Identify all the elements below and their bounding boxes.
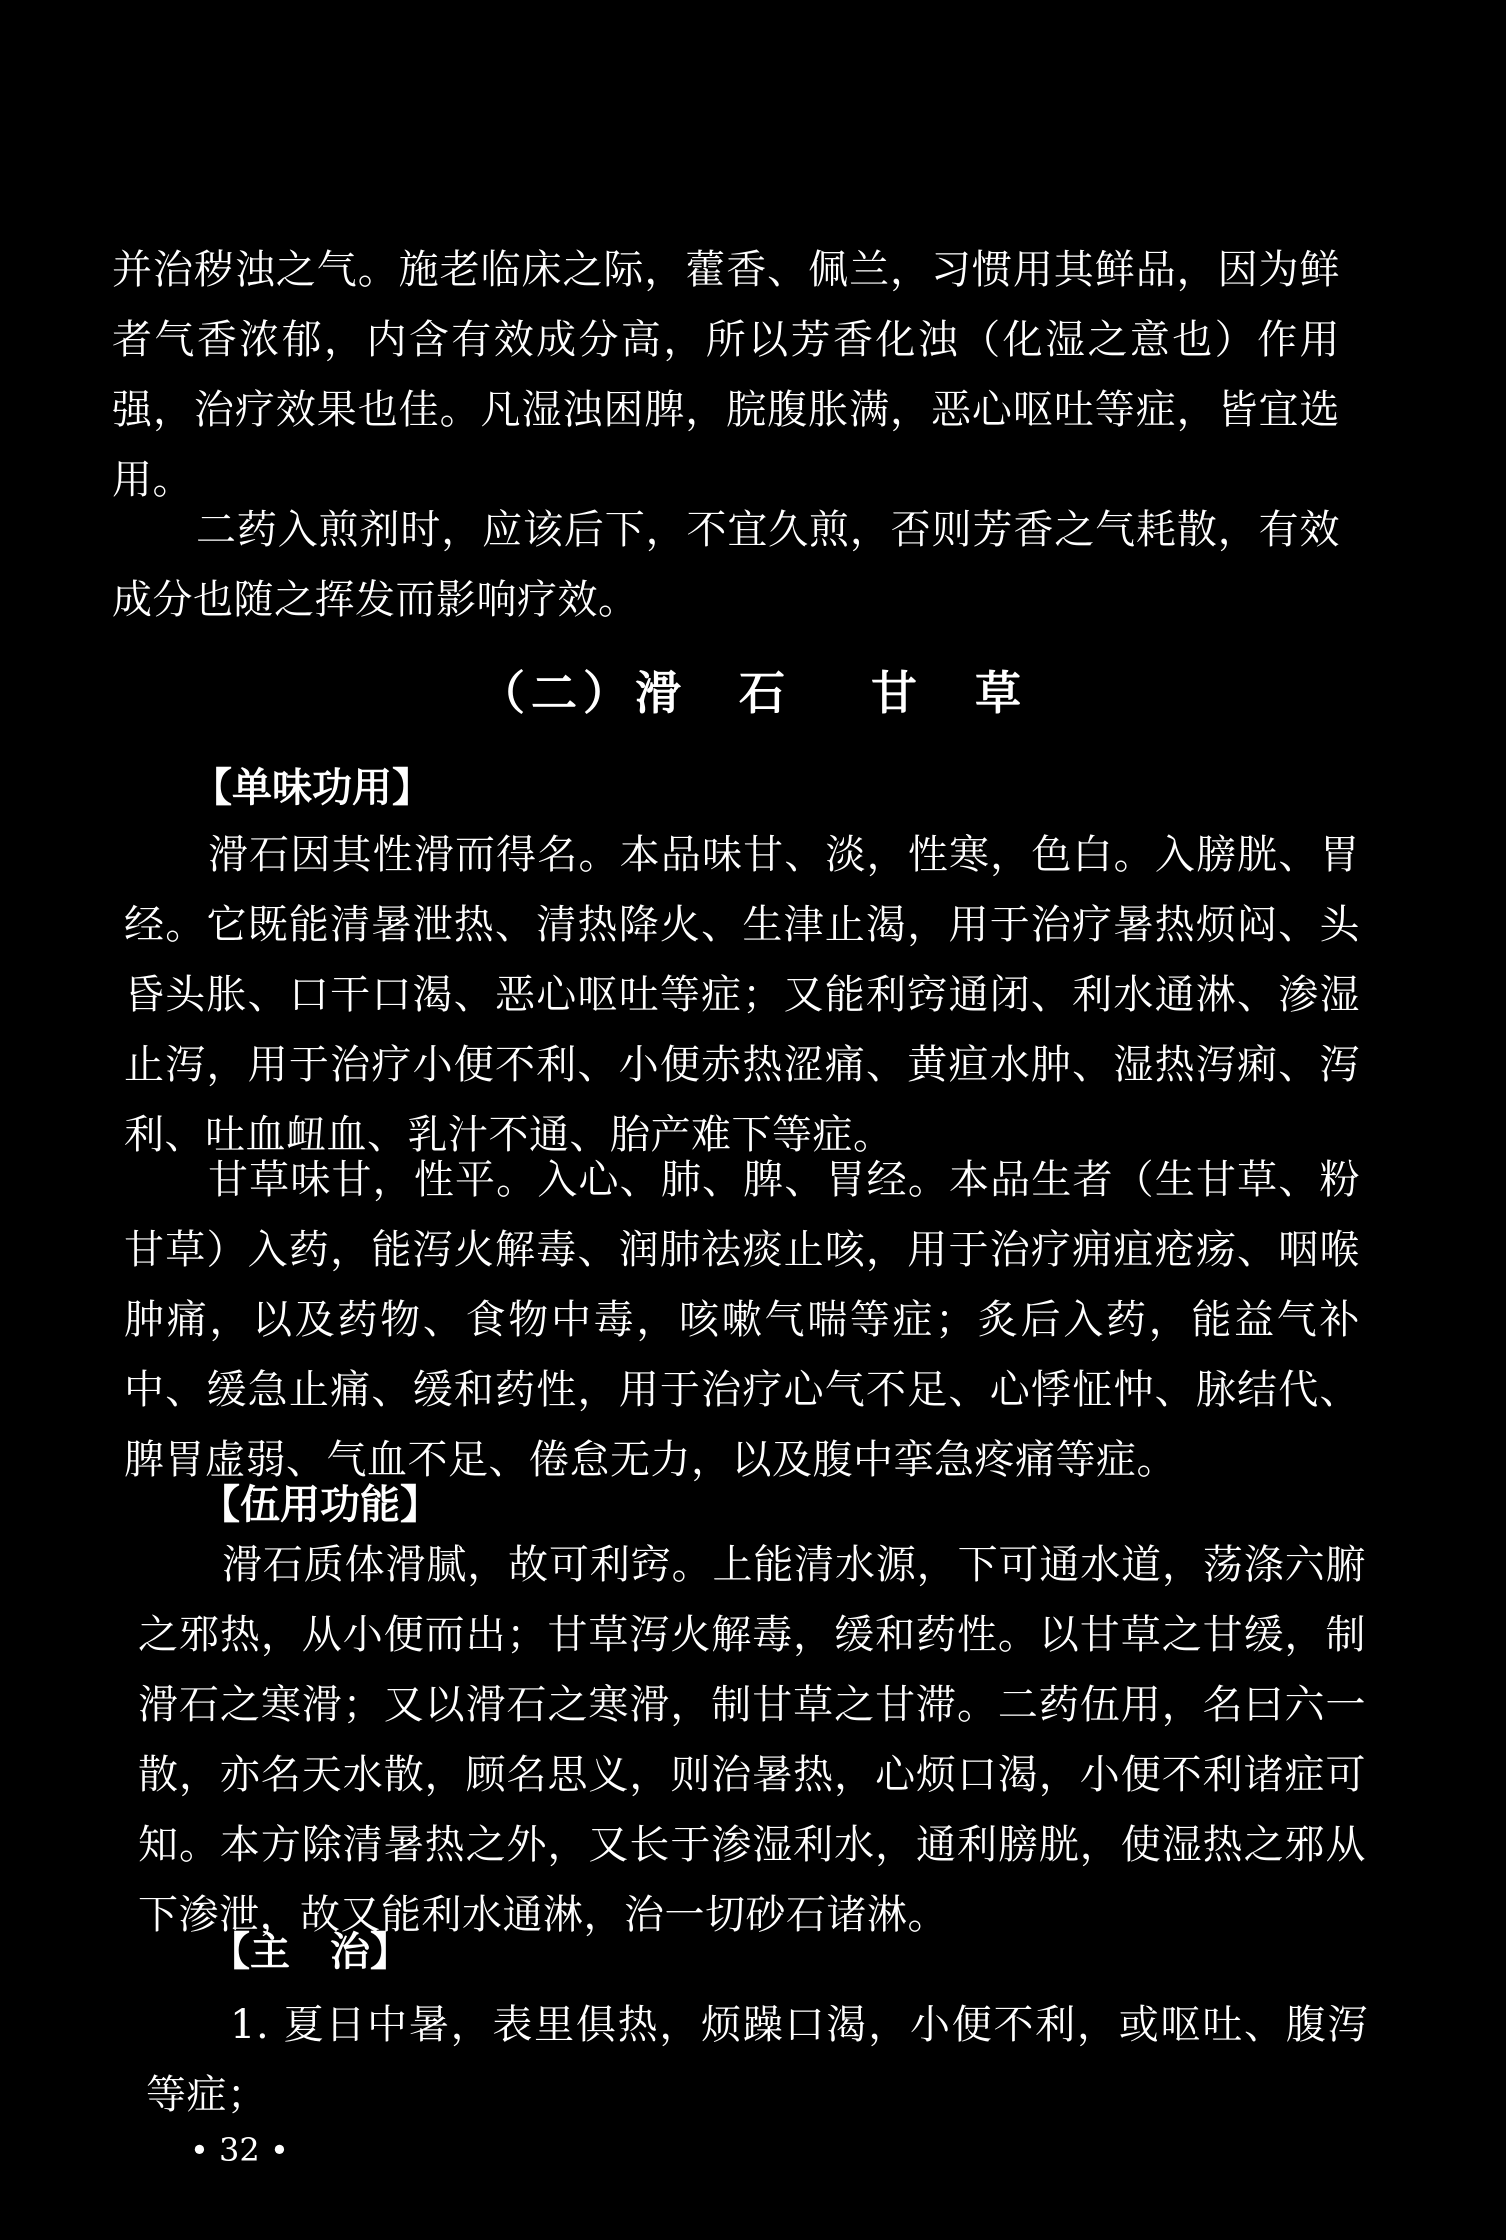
paragraph-combination: 滑石质体滑腻，故可利窍。上能清水源，下可通水道，荡涤六腑之邪热，从小便而出；甘草泻火解毒，缓和药性。以甘草之甘缓，制滑石之寒滑；又以滑石之寒滑，制甘草之甘滞。二药伍用，名曰六一散，亦名天水散，顾名思义，则治暑热，心烦口渴，小便不利诸症可知。本方除清暑热之外，又长于渗湿利水，通利膀胱，使湿热之邪从下渗泄，故又能利水通淋，治一切砂石诸淋。 (138, 1542, 1366, 1938)
paragraph-decoction-note: 二药入煎剂时，应该后下，不宜久煎，否则芳香之气耗散，有效成分也随之挥发而影响疗效。 (112, 507, 1340, 623)
section-number: （二） (479, 666, 635, 720)
heading-single-function: 【单味功用】 (192, 764, 432, 811)
page-number: • 32 • (190, 2131, 289, 2169)
paragraph-indication-1: 1. 夏日中暑，表里俱热，烦躁口渴，小便不利，或呕吐、腹泻等症； (146, 2002, 1368, 2118)
section-herb-2: 甘 草 (871, 666, 1027, 720)
section-herb-1: 滑 石 (635, 666, 791, 720)
paragraph-talc: 滑石因其性滑而得名。本品味甘、淡，性寒，色白。入膀胱、胃经。它既能清暑泄热、清热降火、生津止渴，用于治疗暑热烦闷、头昏头胀、口干口渴、恶心呕吐等症；又能利窍通闭、利水通淋、渗湿止泻，用于治疗小便不利、小便赤热涩痛、黄疸水肿、湿热泻痢、泻利、吐血衄血、乳汁不通、胎产难下等症。 (124, 832, 1360, 1158)
paragraph-licorice: 甘草味甘，性平。入心、肺、脾、胃经。本品生者（生甘草、粉甘草）入药，能泻火解毒、润肺祛痰止咳，用于治疗痈疽疮疡、咽喉肿痛，以及药物、食物中毒，咳嗽气喘等症；炙后入药，能益气补中、缓急止痛、缓和药性，用于治疗心气不足、心悸怔忡、脉结代、脾胃虚弱、气血不足、倦怠无力，以及腹中挛急疼痛等症。 (124, 1157, 1360, 1483)
heading-combined-function: 【伍用功能】 (200, 1481, 440, 1528)
paragraph-intro-continuation: 并治秽浊之气。施老临床之际，藿香、佩兰，习惯用其鲜品，因为鲜者气香浓郁，内含有效成分高，所以芳香化浊（化湿之意也）作用强，治疗效果也佳。凡湿浊困脾，脘腹胀满，恶心呕吐等症，皆宜选用。 (112, 247, 1340, 503)
section-title (0, 658, 1506, 728)
heading-indications: 【主 治】 (210, 1928, 410, 1975)
